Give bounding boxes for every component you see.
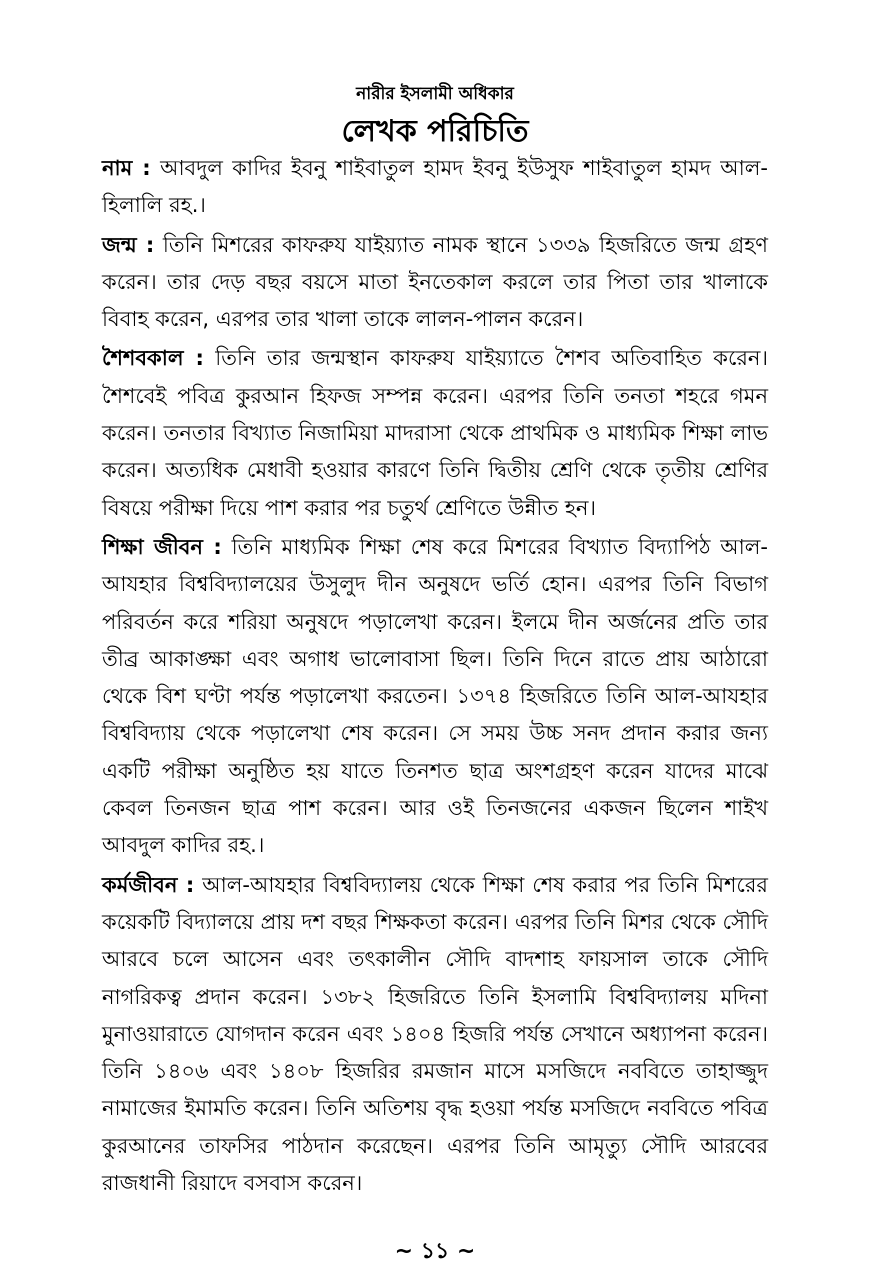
paragraph-name — [102, 150, 768, 225]
paragraph-text: তিনি মাধ্যমিক শিক্ষা শেষ করে মিশরের বিখ্যাত বিদ্যাপিঠ আল-আযহার বিশ্ববিদ্যালয়ের উসুলুদ দীন অনুষদে ভর্তি হোন। এরপর তিনি বিভাগ পরিবর্তন করে শরিয়া অনুষদে পড়ালেখা করেন। ইলমে দীন অর্জনের প্রতি তার তীব্র আকাঙ্ক্ষা এবং অগাধ ভালোবাসা ছিল। তিনি দিনে রাতে প্রায় আঠারো থেকে বিশ ঘণ্টা পর্যন্ত পড়ালেখা করতেন। ১৩৭৪ হিজরিতে তিনি আল-আযহার বিশ্ববিদ্যায় থেকে পড়ালেখা শেষ করেন। সে সময় উচ্চ সনদ প্রদান করার জন্য একটি পরীক্ষা অনুষ্ঠিত হয় যাতে তিনশত ছাত্র অংশগ্রহণ করেন যাদের মাঝে কেবল তিনজন ছাত্র পাশ করেন। আর ওই তিনজনের একজন ছিলেন শাইখ আবদুল কাদির রহ.। — [102, 534, 769, 858]
paragraph-label: নাম : — [102, 156, 151, 180]
paragraph-career — [102, 867, 768, 1203]
paragraph-label: জন্ম : — [102, 232, 155, 257]
page-number: ~ ১১ ~ — [394, 1239, 476, 1264]
paragraph-birth — [102, 227, 768, 339]
paragraph-childhood — [102, 340, 768, 526]
paragraph-education — [102, 529, 768, 865]
paragraph-label: শিক্ষা জীবন : — [102, 534, 222, 559]
page-body — [102, 150, 768, 1202]
paragraph-label: শৈশবকাল : — [102, 346, 204, 371]
page-title: লেখক পরিচিতি — [341, 114, 529, 149]
paragraph-text: আল-আযহার বিশ্ববিদ্যালয় থেকে শিক্ষা শেষ করার পর তিনি মিশরের কয়েকটি বিদ্যালয়ে প্রায় দশ বছর শিক্ষকতা করেন। এরপর তিনি মিশর থেকে সৌদি আরবে চলে আসেন এবং তৎকালীন সৌদি বাদশাহ ফায়সাল তাকে সৌদি নাগরিকত্ব প্রদান করেন। ১৩৮২ হিজরিতে তিনি ইসলামি বিশ্ববিদ্যালয় মদিনা মুনাওয়ারাতে যোগদান করেন এবং ১৪০৪ হিজরি পর্যন্ত সেখানে অধ্যাপনা করেন। তিনি ১৪০৬ এবং ১৪০৮ হিজরির রমজান মাসে মসজিদে নববিতে তাহাজ্জুদ নামাজের ইমামতি করেন। তিনি অতিশয় বৃদ্ধ হওয়া পর্যন্ত মসজিদে নববিতে পবিত্র কুরআনের তাফসির পাঠদান করেছেন। এরপর তিনি আমৃত্যু সৌদি আরবের রাজধানী রিয়াদে বসবাস করেন। — [102, 872, 768, 1196]
paragraph-text: আবদুল কাদির ইবনু শাইবাতুল হামদ ইবনু ইউসুফ শাইবাতুল হামদ আল-হিলালি রহ.। — [102, 156, 768, 218]
paragraph-label: কর্মজীবন : — [102, 872, 195, 897]
paragraph-text: তিনি মিশরের কাফরুয যাইয়্যাত নামক স্থানে ১৩৩৯ হিজরিতে জন্ম গ্রহণ করেন। তার দেড় বছর বয়সে মাতা ইনতেকাল করলে তার পিতা তার খালাকে বিবাহ করেন, এরপর তার খালা তাকে লালন-পালন করেন। — [102, 232, 768, 332]
running-header: নারীর ইসলামী অধিকার — [356, 84, 514, 104]
paragraph-text: তিনি তার জন্মস্থান কাফরুয যাইয়্যাতে শৈশব অতিবাহিত করেন। শৈশবেই পবিত্র কুরআন হিফজ সম্পন্ন করেন। এরপর তিনি তনতা শহরে গমন করেন। তনতার বিখ্যাত নিজামিয়া মাদরাসা থেকে প্রাথমিক ও মাধ্যমিক শিক্ষা লাভ করেন। অত্যধিক মেধাবী হওয়ার কারণে তিনি দ্বিতীয় শ্রেণি থেকে তৃতীয় শ্রেণির বিষয়ে পরীক্ষা দিয়ে পাশ করার পর চতুর্থ শ্রেণিতে উন্নীত হন। — [102, 346, 768, 520]
